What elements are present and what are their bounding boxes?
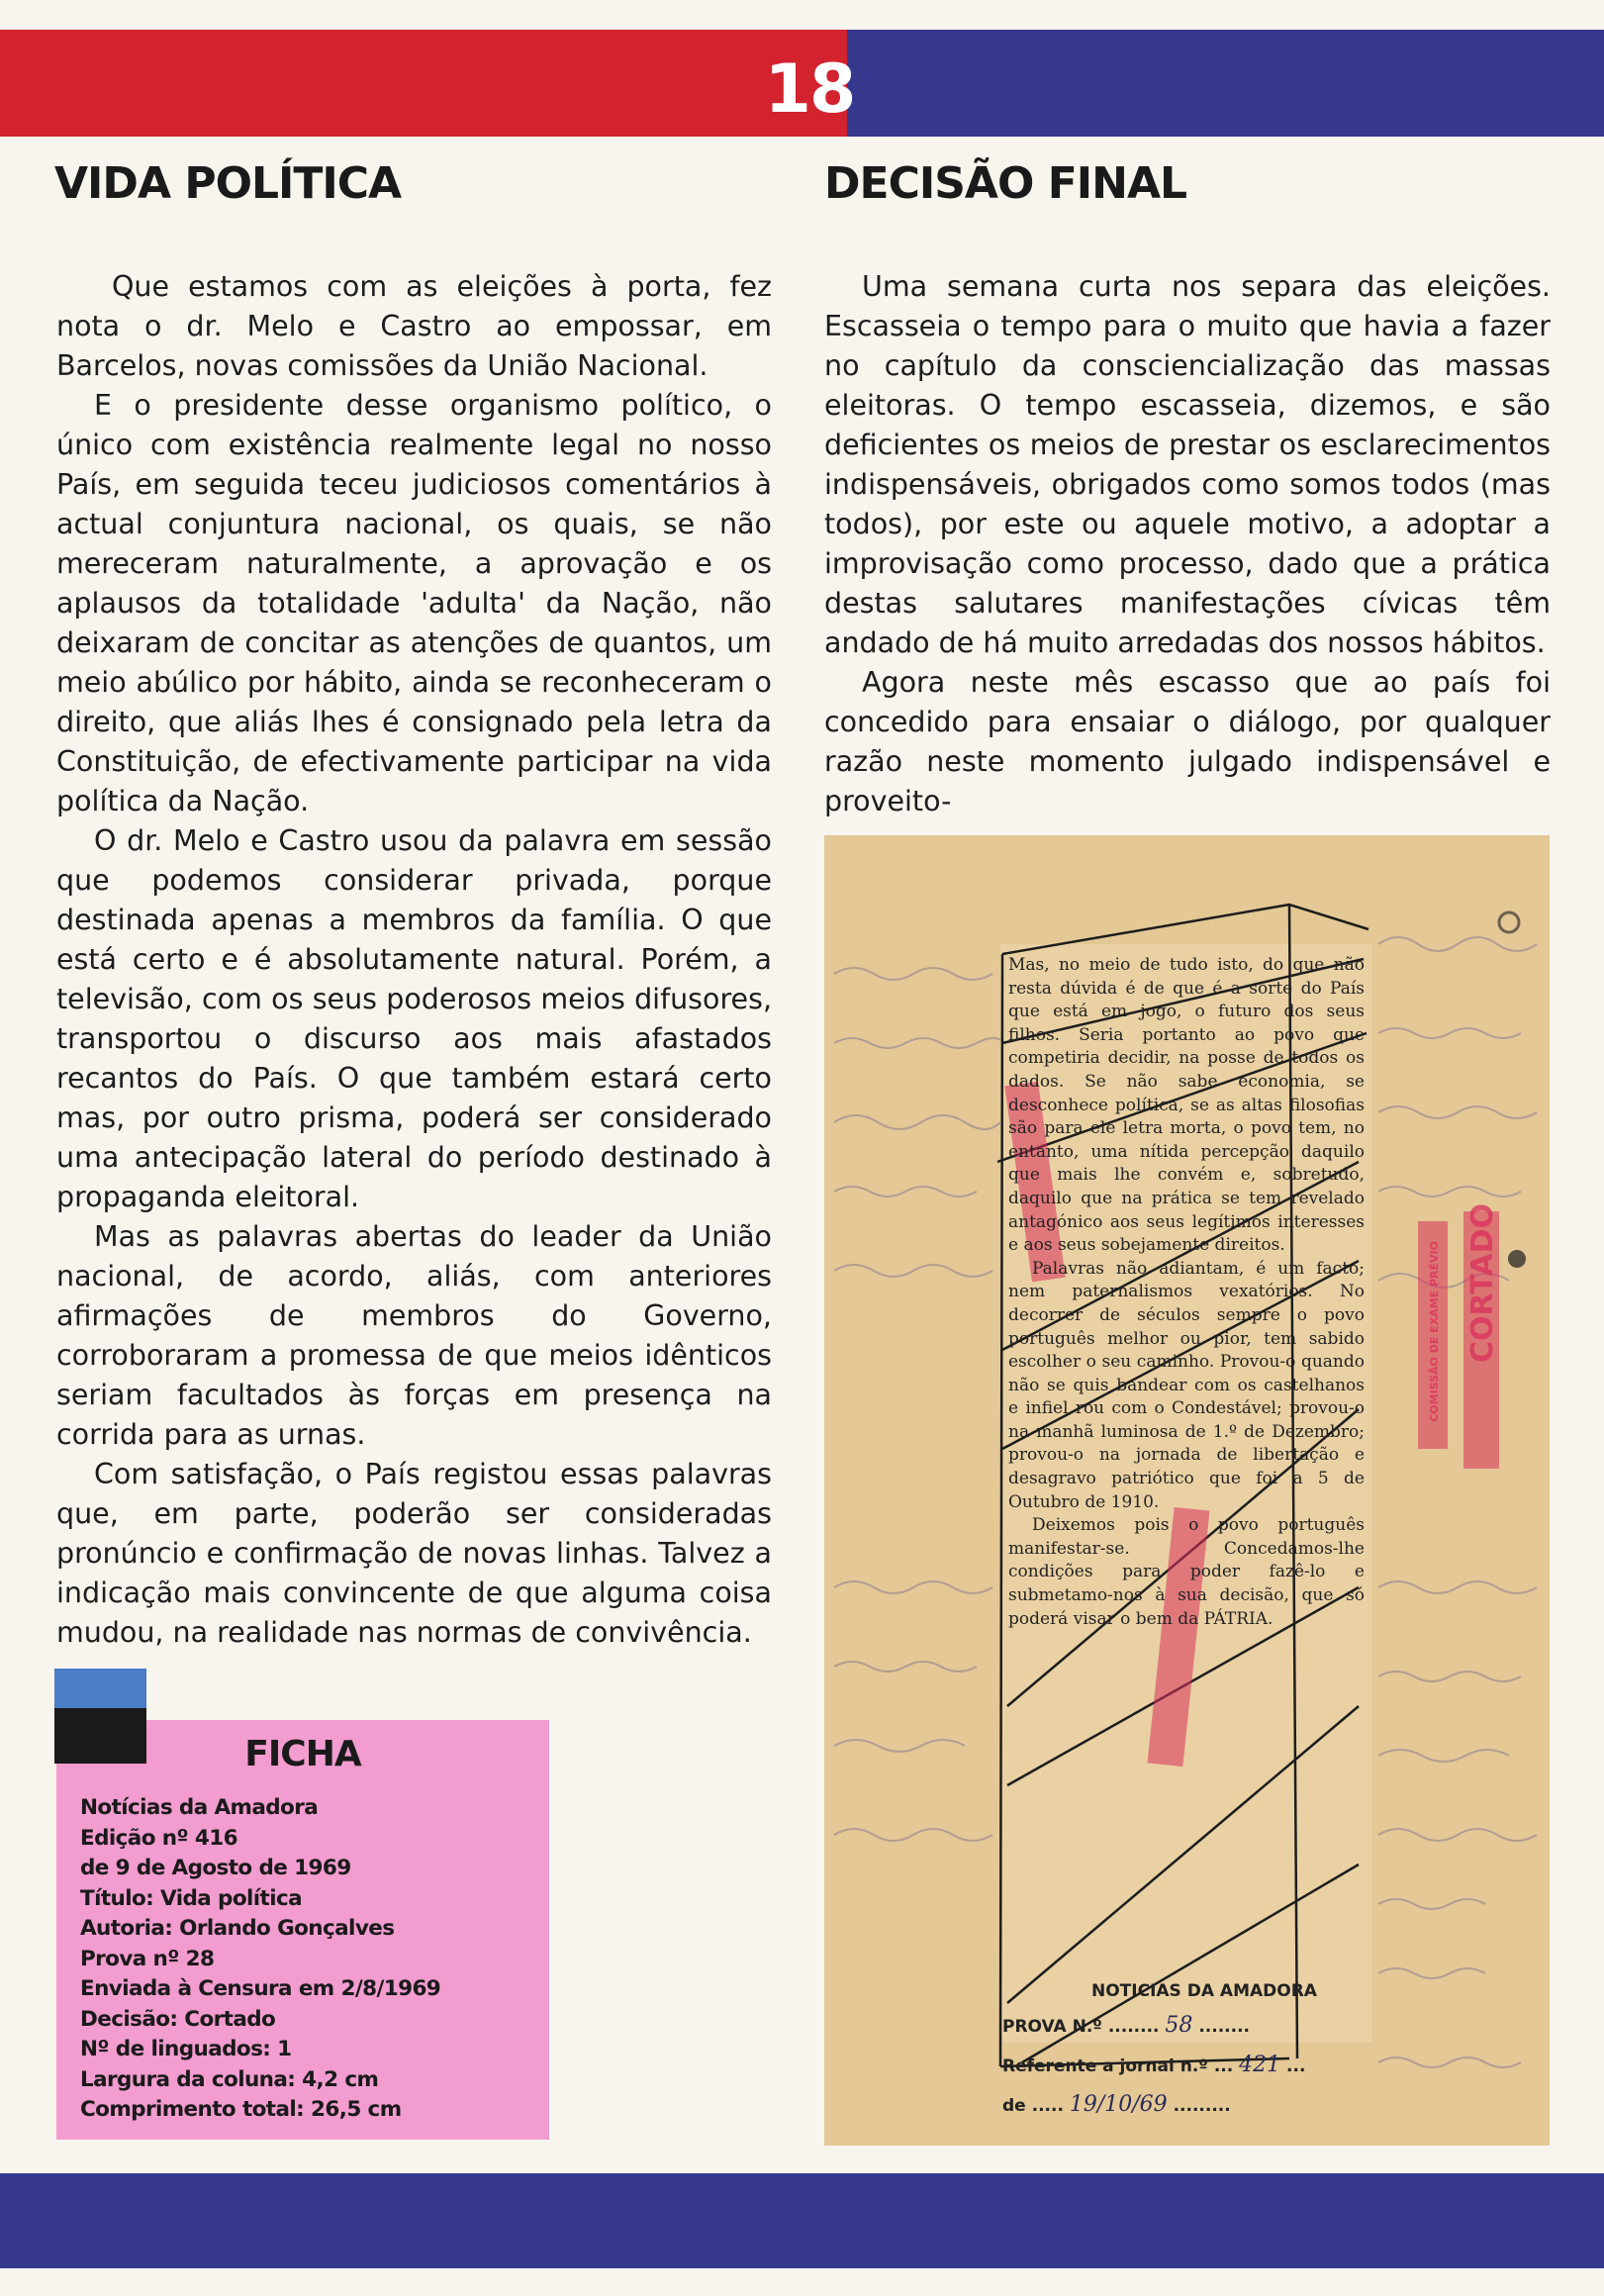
ficha-marker-black xyxy=(54,1708,146,1764)
censored-proof-image xyxy=(824,835,1550,2146)
left-paragraph: Com satisfação, o País registou essas palavras que, em parte, poderão ser consideradas pronúncio e confirmação de novas linhas. Talvez a indicação mais convincente de que alguma coisa mudou, na realidade nas normas de convivência. xyxy=(56,1458,772,1649)
ficha-line: Autoria: Orlando Gonçalves xyxy=(80,1916,395,1941)
proof-number-label: PROVA N.º xyxy=(1002,2017,1102,2037)
proof-date: de ..... 19/10/69 ......... xyxy=(1002,2092,1231,2117)
slip-paragraph: Palavras não adiantam, é um facto; nem paternalismos vexatórios. No decorrer de séculos sempre o povo português melhor ou pior, tem sabido escolher o seu caminho. Provou-o quando não se quis bandear com os castelhanos e infiel rou com o Condestável; provou-o na manhã luminosa de 1.º de Dezembro; provou-o na jornada de libertação e desagravo patriótico que foi a 5 de Outubro de 1910. xyxy=(1008,1258,1365,1512)
proof-reference-value: 421 xyxy=(1239,2053,1281,2077)
left-paragraph: O dr. Melo e Castro usou da palavra em sessão que podemos considerar privada, porque destinada apenas a membros da família. O que está certo e é absolutamente natural. Porém, a televisão, com os seus poderosos meios difusores, transportou o discurso aos mais afastados recantos do País. O que também estará certo mas, por outro prisma, poderá ser considerado uma antecipação lateral do período destinado à propaganda eleitoral. xyxy=(56,824,772,1213)
proof-number: PROVA N.º ........ 58 ........ xyxy=(1002,2013,1251,2038)
proof-slip-text xyxy=(1008,954,1365,2015)
proof-date-value: 19/10/69 xyxy=(1069,2092,1168,2117)
slip-paragraph: Deixemos pois o povo português manifestar-se. Concedamos-lhe condições para poder fazê-lo e submetamo-nos à sua decisão, que só poderá visar o bem da PÁTRIA. xyxy=(1008,1515,1365,1629)
ficha-line: de 9 de Agosto de 1969 xyxy=(80,1856,351,1880)
slip-paragraph: Mas, no meio de tudo isto, do que não resta dúvida é de que é a sorte do País que está em jogo, o futuro dos seus filhos. Seria portanto ao povo que competiria decidir, na posse de todos os dados. Se não sabe economia, se desconhece política, se as altas filosofias são para ele letra morta, o povo tem, no entanto, uma nítida percepção daquilo que mais lhe convém e, sobretudo, daquilo que na prática se tem revelado antagónico aos seus legítimos interesses e aos seus sobejamente direitos. xyxy=(1008,955,1365,1256)
header-blue-band xyxy=(847,30,1604,137)
page-number: 18 xyxy=(764,50,855,129)
header-red-band xyxy=(0,30,847,137)
left-heading: VIDA POLÍTICA xyxy=(54,158,402,209)
ficha-line: Decisão: Cortado xyxy=(80,2006,276,2032)
cortado-stamp: CORTADO xyxy=(1465,1203,1500,1364)
ficha-line: Comprimento total: 26,5 cm xyxy=(80,2097,402,2122)
ficha-line: Largura da coluna: 4,2 cm xyxy=(80,2066,379,2092)
proof-reference-label: Referente a jornal n.º xyxy=(1002,2057,1208,2076)
ficha-line: Enviada à Censura em 2/8/1969 xyxy=(80,1976,441,2001)
ficha-line: Notícias da Amadora xyxy=(80,1795,319,1820)
exam-stamp: COMISSÃO DE EXAME PRÉVIO xyxy=(1428,1241,1441,1422)
left-paragraph: E o presidente desse organismo político, o único com existência realmente legal no nosso País, em seguida teceu judiciosos comentários à actual conjuntura nacional, os quais, se não mereceram naturalmente, a aprovação e os aplausos da totalidade 'adulta' da Nação, não deixaram de concitar as atenções de quantos, um meio abúlico por hábito, ainda se reconheceram o direito, que aliás lhes é consignado pela letra da Constituição, de efectivamente participar na vida política da Nação. xyxy=(56,389,772,817)
ficha-details xyxy=(80,1793,545,2126)
ficha-line: Prova nº 28 xyxy=(80,1946,215,1971)
left-paragraph: Mas as palavras abertas do leader da União nacional, de acordo, aliás, com anteriores afirmações de membros do Governo, corroboraram a promessa de que meios idênticos seriam facultados às forças em presença na corrida para as urnas. xyxy=(56,1220,772,1451)
right-heading: DECISÃO FINAL xyxy=(824,158,1187,209)
proof-reference: Referente a jornal n.º ... 421 ... xyxy=(1002,2053,1306,2077)
left-article-column xyxy=(56,267,772,1653)
right-paragraph: Uma semana curta nos separa das eleições. Escasseia o tempo para o muito que havia a fazer no capítulo da consciencialização das massas eleitoras. O tempo escasseia, dizemos, e são deficientes os meios de prestar os esclarecimentos indispensáveis, obrigados como somos todos (mas todos), por este ou aquele motivo, a adoptar a improvisação como processo, dado que a prática destas salutares manifestações cívicas têm andado de há muito arredadas dos nossos hábitos. xyxy=(824,270,1551,659)
ficha-line: Título: Vida política xyxy=(80,1885,303,1911)
left-paragraph: Que estamos com as eleições à porta, fez nota o dr. Melo e Castro ao empossar, em Barcelos, novas comissões da União Nacional. xyxy=(56,270,772,382)
ficha-title: FICHA xyxy=(244,1734,361,1774)
proof-date-label: de xyxy=(1002,2096,1026,2116)
ficha-marker-blue xyxy=(54,1669,146,1708)
right-paragraph: Agora neste mês escasso que ao país foi concedido para ensaiar o diálogo, por qualquer razão neste momento julgado indispensável e proveito- xyxy=(824,666,1551,817)
header-bar xyxy=(0,30,1604,137)
ficha-line: Nº de linguados: 1 xyxy=(80,2037,292,2061)
footer-bar xyxy=(0,2173,1604,2268)
proof-number-value: 58 xyxy=(1165,2013,1193,2038)
proof-publication-name: NOTICIAS DA AMADORA xyxy=(1091,1981,1317,2001)
right-article-column xyxy=(824,267,1551,821)
ficha-box xyxy=(56,1720,549,2140)
ficha-line: Edição nº 416 xyxy=(80,1825,237,1851)
